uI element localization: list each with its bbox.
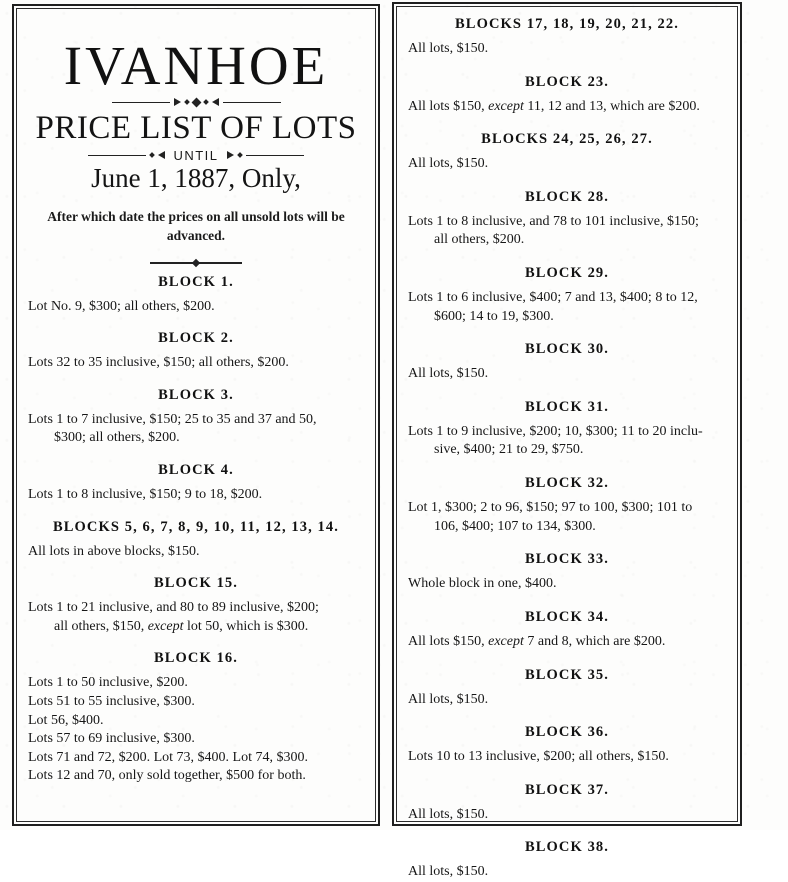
block-entry [408, 16, 726, 59]
block-price-line: Lots 71 and 72, $200. Lot 73, $400. Lot 74, $300. [28, 749, 308, 765]
block-heading: BLOCKS 17, 18, 19, 20, 21, 22. [455, 16, 679, 32]
block-heading: BLOCK 3. [158, 386, 234, 403]
block-price-lines [408, 691, 726, 710]
block-price-lines [408, 863, 726, 882]
ornament-diamond-icon [191, 97, 201, 107]
block-heading: BLOCK 32. [524, 475, 610, 492]
block-price-lines [28, 354, 364, 373]
block-price-lines [28, 599, 364, 636]
ornament-diamond-small-icon [184, 99, 190, 105]
right-page-panel [392, 2, 742, 880]
block-entry [408, 724, 726, 767]
block-entry [408, 475, 726, 536]
block-entry [28, 274, 364, 317]
block-entry [28, 462, 364, 505]
block-price-line: Whole block in one, $400. [408, 576, 557, 592]
block-price-line: Lots 51 to 55 inclusive, $300. [28, 693, 195, 709]
block-price-line: $600; 14 to 19, $300. [434, 308, 554, 324]
page-title: IVANHOE [63, 35, 329, 96]
block-entry [408, 265, 726, 326]
block-price-line: All lots $150, except 7 and 8, which are $200. [408, 633, 666, 649]
block-entry [408, 667, 726, 710]
block-heading: BLOCK 1. [158, 273, 234, 290]
block-price-line: Lots 1 to 21 inclusive, and 80 to 89 inclusive, $200; [28, 600, 319, 616]
block-price-line: Lots 1 to 7 inclusive, $150; 25 to 35 and 37 and 50, [28, 411, 317, 427]
block-price-line: Lots 1 to 50 inclusive, $200. [28, 675, 188, 691]
block-heading: BLOCK 31. [524, 398, 610, 415]
block-price-lines [28, 298, 364, 317]
block-heading: BLOCK 34. [524, 608, 610, 625]
block-price-lines [28, 411, 364, 448]
block-price-lines [408, 633, 726, 652]
block-entry [408, 609, 726, 652]
emphasis-word: except [147, 618, 184, 634]
block-price-lines [28, 674, 364, 786]
block-entry [28, 387, 364, 448]
block-price-line: Lot 56, $400. [28, 712, 104, 728]
block-price-line: Lot No. 9, $300; all others, $200. [28, 298, 215, 314]
block-entry [408, 74, 726, 117]
block-price-line: Lots 57 to 69 inclusive, $300. [28, 731, 195, 747]
block-price-line: Lots 12 and 70, only sold together, $500 for both. [28, 768, 306, 784]
block-heading: BLOCK 23. [524, 73, 610, 90]
block-entry [408, 782, 726, 825]
block-price-line: Lots 10 to 13 inclusive, $200; all others, $150. [408, 749, 669, 765]
block-price-lines [408, 40, 726, 59]
block-heading: BLOCK 2. [158, 330, 234, 347]
ornament-rule-left [88, 155, 146, 157]
block-price-lines [408, 213, 726, 250]
until-label: UNTIL [173, 147, 219, 163]
block-entry [408, 399, 726, 460]
block-price-line: 106, $400; 107 to 134, $300. [434, 518, 596, 534]
right-block-list [408, 16, 726, 882]
ornament-divider-until [28, 145, 364, 165]
block-price-lines [408, 423, 726, 460]
block-heading: BLOCKS 5, 6, 7, 8, 9, 10, 11, 12, 13, 14. [53, 518, 339, 535]
block-price-lines [408, 499, 726, 536]
block-price-lines [28, 543, 364, 562]
block-price-lines [408, 806, 726, 825]
block-price-lines [408, 748, 726, 767]
left-block-list [28, 274, 364, 787]
ornament-arrow-left-icon [158, 151, 165, 159]
block-price-lines [28, 486, 364, 505]
block-entry [28, 330, 364, 373]
block-heading: BLOCK 37. [524, 781, 610, 798]
block-price-line: Lots 1 to 6 inclusive, $400; 7 and 13, $400; 8 to 12, [408, 290, 698, 306]
emphasis-word: except [488, 98, 524, 114]
block-heading: BLOCK 29. [524, 265, 610, 282]
block-entry [408, 551, 726, 594]
block-price-line: Lot 1, $300; 2 to 96, $150; 97 to 100, $300; 101 to [408, 500, 693, 516]
block-heading: BLOCK 28. [524, 188, 610, 205]
block-heading: BLOCK 30. [524, 341, 610, 358]
block-price-lines [408, 289, 726, 326]
block-price-line: All lots, $150. [408, 864, 489, 880]
block-heading: BLOCK 35. [524, 666, 610, 683]
block-price-line: All lots, $150. [408, 156, 489, 172]
page-subtitle: PRICE LIST OF LOTS [35, 110, 357, 147]
block-price-line: Lots 1 to 9 inclusive, $200; 10, $300; 11 to 20 inclu- [408, 423, 703, 439]
block-price-line: all others, $200. [434, 232, 525, 248]
block-price-line: All lots, $150. [408, 691, 489, 707]
block-entry [28, 650, 364, 786]
left-panel-body [12, 4, 380, 826]
block-heading: BLOCK 15. [153, 575, 239, 592]
ornament-rule-left [112, 102, 170, 104]
block-price-line: Lots 1 to 8 inclusive, and 78 to 101 inclusive, $150; [408, 213, 699, 229]
block-heading: BLOCK 38. [524, 839, 610, 856]
price-advance-note: After which date the prices on all unsold lots will be advanced. [47, 209, 345, 243]
block-price-line: Lots 1 to 8 inclusive, $150; 9 to 18, $200. [28, 486, 263, 502]
ornament-rule-right [246, 155, 304, 157]
block-entry [408, 189, 726, 250]
block-price-lines [408, 575, 726, 594]
ornament-rule-right [223, 102, 281, 104]
block-heading: BLOCK 16. [153, 650, 239, 667]
block-entry [28, 519, 364, 562]
block-entry [408, 839, 726, 882]
block-entry [28, 575, 364, 636]
block-entry [408, 341, 726, 384]
block-price-line: All lots, $150. [408, 366, 489, 382]
block-price-line: all others, $150, except lot 50, which is $300. [54, 618, 309, 634]
ornament-arrow-left-icon [212, 98, 219, 106]
block-heading: BLOCKS 24, 25, 26, 27. [481, 131, 653, 148]
right-panel-body [392, 2, 742, 880]
block-price-line: All lots $150, except 11, 12 and 13, which are $200. [408, 98, 700, 114]
block-price-line: All lots, $150. [408, 806, 489, 822]
block-entry [408, 131, 726, 174]
left-page-panel [12, 4, 380, 826]
ornament-diamond-small-icon [203, 99, 209, 105]
expiration-date: June 1, 1887, Only, [91, 163, 301, 194]
block-heading: BLOCK 36. [524, 724, 610, 741]
emphasis-word: except [488, 633, 524, 649]
block-price-lines [408, 365, 726, 384]
block-price-line: All lots in above blocks, $150. [28, 543, 200, 559]
ornament-arrow-right-icon [174, 98, 181, 106]
block-price-line: sive, $400; 21 to 29, $750. [434, 442, 584, 458]
block-heading: BLOCK 4. [158, 461, 234, 478]
block-heading: BLOCK 33. [524, 551, 610, 568]
block-price-lines [408, 155, 726, 174]
block-price-lines [408, 98, 726, 117]
section-divider-rule [150, 262, 242, 264]
block-price-line: $300; all others, $200. [54, 430, 180, 446]
ornament-arrow-right-icon [227, 151, 234, 159]
masthead [28, 14, 364, 264]
block-price-line: All lots, $150. [408, 41, 489, 56]
block-price-line: Lots 32 to 35 inclusive, $150; all others, $200. [28, 355, 289, 371]
ornament-diamond-small-icon [150, 152, 156, 158]
ornament-diamond-small-icon [237, 152, 243, 158]
